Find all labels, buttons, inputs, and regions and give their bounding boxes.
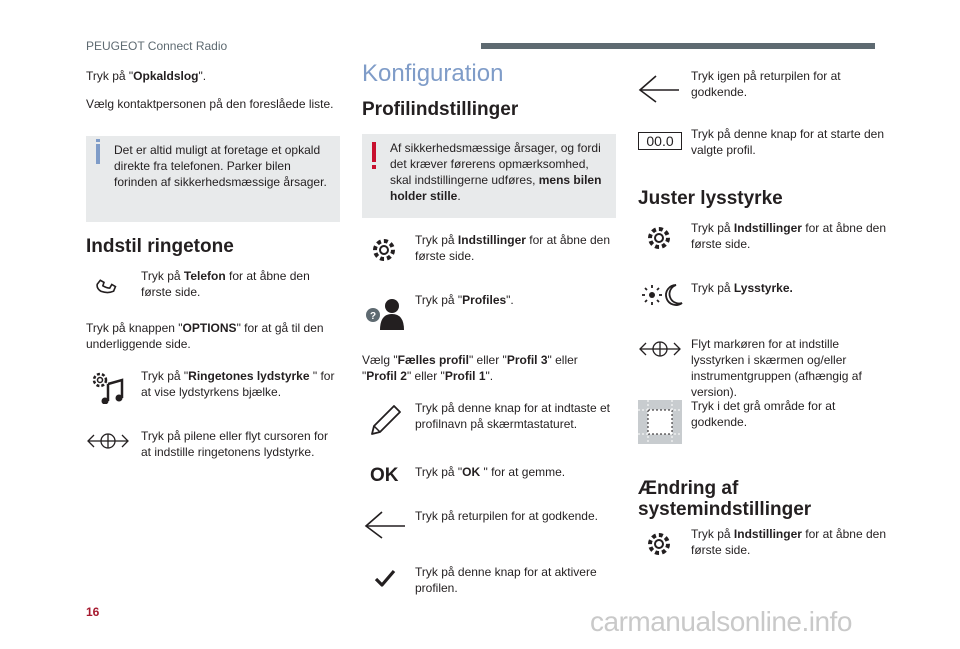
step-profile-2: Tryk på "Profiles". <box>415 293 514 307</box>
heading-brightness: Juster lysstyrke <box>638 188 783 209</box>
paragraph-select-profile: Vælg "Fælles profil" eller "Profil 3" eller "Profil 2" eller "Profil 1". <box>362 353 578 383</box>
heading-system-settings: Ændring af systemindstillinger <box>638 478 812 520</box>
heading-configuration: Konfiguration <box>362 60 504 87</box>
slider-arrows-icon <box>86 430 130 452</box>
step-ringtone-1: Tryk på Telefon for at åbne den første side. <box>141 269 310 299</box>
ok-icon: OK <box>370 465 399 486</box>
step-system-1: Tryk på Indstillinger for at åbne den første side. <box>691 527 886 557</box>
profile-user-icon <box>364 296 408 332</box>
brightness-icon <box>640 282 686 308</box>
phone-icon <box>94 270 122 294</box>
step-profile-6: Tryk på denne knap for at aktivere profilen. <box>415 565 597 595</box>
slider-arrows-icon <box>638 338 682 360</box>
step-profile-5: Tryk på returpilen for at godkende. <box>415 509 598 523</box>
step-ringtone-3: Tryk på pilene eller flyt cursoren for at indstille ringetonens lydstyrke. <box>141 429 328 459</box>
grey-area-icon <box>638 400 682 444</box>
info-note: Det er altid muligt at foretage et opkald direkte fra telefonen. Parker bilen forinden af sikkerhedsmæssige årsager. <box>86 136 340 222</box>
step-brightness-4: Tryk i det grå område for at godkende. <box>691 399 836 429</box>
ringtone-settings-icon <box>88 370 128 404</box>
paragraph-call-log: Tryk på "Opkaldslog". <box>86 69 207 83</box>
warning-note: Af sikkerhedsmæssige årsager, og fordi det kræver førerens opmærksomhed, skal indstillingerne udføres, mens bilen holder stille. <box>362 134 616 218</box>
reset-display-icon: 00.0 <box>638 132 682 150</box>
settings-gear-icon <box>645 224 673 252</box>
step-brightness-2: Tryk på Lysstyrke. <box>691 281 793 295</box>
paragraph-options: Tryk på knappen "OPTIONS" for at gå til den underliggende side. <box>86 321 324 351</box>
checkmark-icon <box>374 568 396 588</box>
settings-gear-icon <box>645 530 673 558</box>
paragraph-select-contact: Vælg kontaktpersonen på den foreslåede liste. <box>86 97 334 111</box>
pencil-icon <box>368 404 402 438</box>
heading-profile-settings: Profilindstillinger <box>362 99 519 120</box>
step-profile-7: Tryk igen på returpilen for at godkende. <box>691 69 841 99</box>
step-profile-1: Tryk på Indstillinger for at åbne den første side. <box>415 233 610 263</box>
back-arrow-icon <box>638 74 680 104</box>
back-arrow-icon <box>364 510 406 540</box>
step-ringtone-2: Tryk på "Ringetones lydstyrke " for at vise lydstyrkens bjælke. <box>141 369 335 399</box>
running-header: PEUGEOT Connect Radio <box>86 39 228 53</box>
warning-icon <box>372 142 376 162</box>
step-brightness-1: Tryk på Indstillinger for at åbne den første side. <box>691 221 886 251</box>
heading-ringtone: Indstil ringetone <box>86 236 234 257</box>
step-profile-3: Tryk på denne knap for at indtaste et profilnavn på skærmtastaturet. <box>415 401 611 431</box>
page-number: 16 <box>86 605 100 619</box>
step-profile-4: Tryk på "OK " for at gemme. <box>415 465 566 479</box>
step-brightness-3: Flyt markøren for at indstille lysstyrken i skærmen og/eller instrumentgruppen (afhængig af version). <box>691 337 862 399</box>
watermark-text: carmanualsonline.info <box>590 606 852 637</box>
settings-gear-icon <box>370 236 398 264</box>
header-bar <box>481 43 875 49</box>
step-profile-8: Tryk på denne knap for at starte den valgte profil. <box>691 127 885 157</box>
info-icon <box>96 144 100 164</box>
svg-text:?: ? <box>369 311 377 322</box>
